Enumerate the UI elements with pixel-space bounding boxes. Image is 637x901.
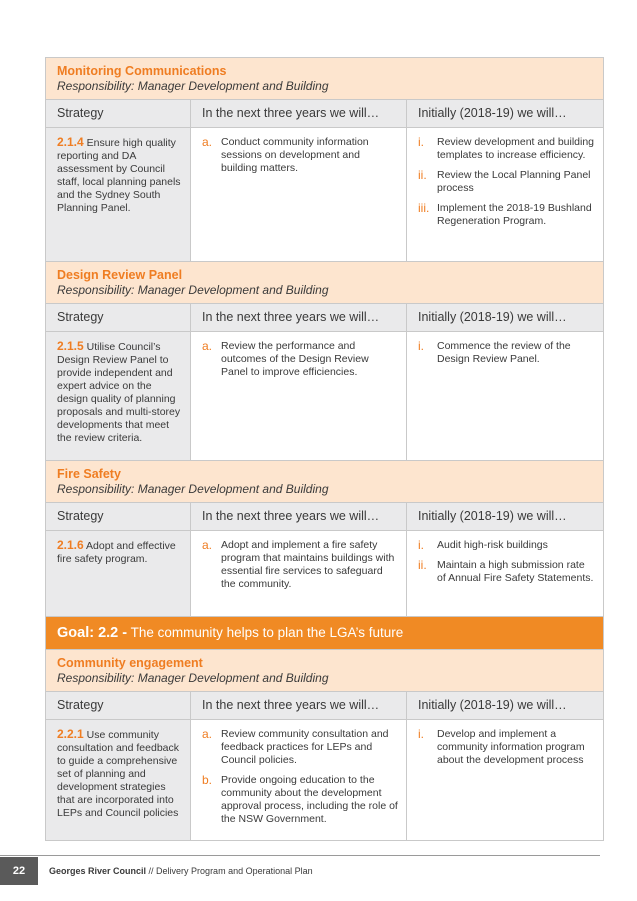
item-text: Audit high-risk buildings <box>437 539 548 551</box>
goal-text: The community helps to plan the LGA’s future <box>127 625 404 640</box>
item-marker: a. <box>202 135 213 149</box>
section-responsibility: Responsibility: Manager Development and Building <box>57 79 329 93</box>
item-text: Conduct community information sessions on development and building matters. <box>221 136 369 174</box>
table-row <box>46 332 603 461</box>
item-text: Review community consultation and feedback practices for LEPs and Council policies. <box>221 728 389 766</box>
table-row <box>46 128 603 262</box>
item-marker: i. <box>418 135 424 149</box>
three-years-cell <box>190 128 406 261</box>
list-item <box>418 559 595 585</box>
item-text: Adopt and implement a fire safety program that maintains buildings with essential fire services to safeguard the community. <box>221 539 395 590</box>
list-item <box>418 202 595 228</box>
section-header <box>46 650 603 692</box>
strategy-cell <box>46 531 190 616</box>
column-headers <box>46 503 603 531</box>
goal-label: Goal: 2.2 - <box>57 625 128 641</box>
item-marker: a. <box>202 538 213 552</box>
section-title: Community engagement <box>57 656 203 670</box>
strategy-number: 2.1.6 <box>57 538 84 552</box>
list-item <box>418 728 595 767</box>
strategy-number: 2.1.5 <box>57 339 84 353</box>
footer-divider <box>0 855 600 856</box>
item-text: Review the Local Planning Panel process <box>437 169 591 194</box>
column-three-years: In the next three years we will… <box>190 692 406 719</box>
item-text: Commence the review of the Design Review Panel. <box>437 340 571 365</box>
column-strategy: Strategy <box>57 698 104 712</box>
item-text: Review development and building templates to increase efficiency. <box>437 136 595 161</box>
section-header <box>46 461 603 503</box>
initially-cell <box>406 531 603 616</box>
table-row <box>46 720 603 841</box>
section-header <box>46 58 603 100</box>
goal-banner <box>46 617 603 650</box>
item-marker: i. <box>418 538 424 552</box>
column-strategy: Strategy <box>57 106 104 120</box>
column-headers <box>46 100 603 128</box>
column-strategy: Strategy <box>57 310 104 324</box>
item-marker: ii. <box>418 168 427 182</box>
list-item <box>202 539 398 591</box>
footer-org: Georges River Council <box>49 866 147 876</box>
column-strategy: Strategy <box>57 509 104 523</box>
page-number: 22 <box>0 857 38 885</box>
column-three-years: In the next three years we will… <box>190 503 406 530</box>
list-item <box>202 728 398 767</box>
strategy-cell <box>46 128 190 261</box>
list-item <box>202 774 398 826</box>
section-title: Design Review Panel <box>57 268 183 282</box>
three-years-cell <box>190 720 406 840</box>
strategy-number: 2.1.4 <box>57 135 84 149</box>
column-initially: Initially (2018-19) we will… <box>406 692 603 719</box>
strategy-cell <box>46 332 190 460</box>
item-marker: a. <box>202 727 213 741</box>
initially-cell <box>406 720 603 840</box>
initially-cell <box>406 332 603 460</box>
three-years-cell <box>190 531 406 616</box>
three-years-cell <box>190 332 406 460</box>
list-item <box>202 136 398 175</box>
item-text: Develop and implement a community information program about the development process <box>437 728 585 766</box>
table-row <box>46 531 603 617</box>
column-three-years: In the next three years we will… <box>190 304 406 331</box>
strategy-text: Ensure high quality reporting and DA assessment by Council staff, local planning panels and the Sydney South Planning Panel. <box>57 137 181 214</box>
section-title: Fire Safety <box>57 467 121 481</box>
strategy-number: 2.2.1 <box>57 727 84 741</box>
item-text: Maintain a high submission rate of Annual Fire Safety Statements. <box>437 559 594 584</box>
list-item <box>202 340 398 379</box>
section-title: Monitoring Communications <box>57 64 227 78</box>
column-initially: Initially (2018-19) we will… <box>406 503 603 530</box>
item-marker: b. <box>202 773 213 787</box>
section-responsibility: Responsibility: Manager Development and Building <box>57 482 329 496</box>
item-text: Review the performance and outcomes of the Design Review Panel to improve efficiencies. <box>221 340 369 378</box>
list-item <box>418 169 595 195</box>
column-three-years: In the next three years we will… <box>190 100 406 127</box>
strategy-text: Utilise Council’s Design Review Panel to provide independent and expert advice on the design quality of planning proposals and multi-storey developments that meet the review criteria. <box>57 341 181 444</box>
strategy-text: Adopt and effective fire safety program. <box>57 540 176 565</box>
section-responsibility: Responsibility: Manager Development and Building <box>57 283 329 297</box>
item-marker: a. <box>202 339 213 353</box>
item-marker: ii. <box>418 558 427 572</box>
list-item <box>418 340 595 366</box>
section-responsibility: Responsibility: Manager Development and Building <box>57 671 329 685</box>
footer-text <box>49 857 313 885</box>
footer-separator: // <box>146 866 157 876</box>
plan-table <box>45 57 604 841</box>
item-marker: iii. <box>418 201 430 215</box>
item-text: Implement the 2018-19 Bushland Regeneration Program. <box>437 202 592 227</box>
list-item <box>418 539 595 552</box>
initially-cell <box>406 128 603 261</box>
column-headers <box>46 692 603 720</box>
column-initially: Initially (2018-19) we will… <box>406 304 603 331</box>
strategy-cell <box>46 720 190 840</box>
list-item <box>418 136 595 162</box>
column-headers <box>46 304 603 332</box>
item-marker: i. <box>418 339 424 353</box>
strategy-text: Use community consultation and feedback to guide a comprehensive set of planning and development strategies that are incorporated into LEPs and Council policies <box>57 729 180 819</box>
item-marker: i. <box>418 727 424 741</box>
column-initially: Initially (2018-19) we will… <box>406 100 603 127</box>
section-header <box>46 262 603 304</box>
footer-doc-title: Delivery Program and Operational Plan <box>156 866 313 876</box>
item-text: Provide ongoing education to the community about the development approval process, including the role of the NSW Government. <box>221 774 398 825</box>
